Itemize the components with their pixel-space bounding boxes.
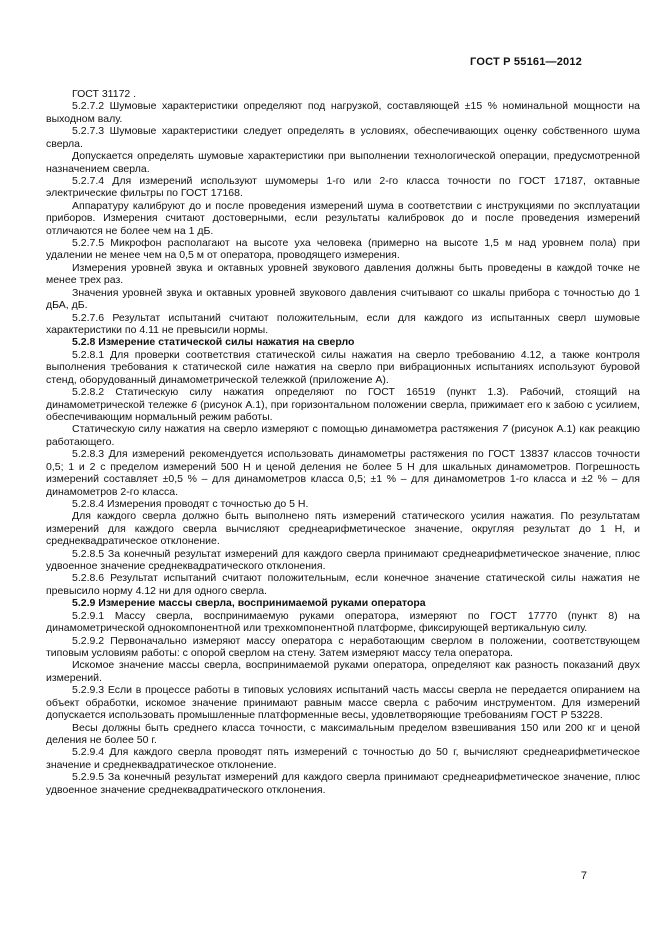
text-run: 5.2.7.4 Для измерений используют шумомеры 1-го или 2-го класса точности по ГОСТ 17187, октавные электрические фильтры по ГОСТ 17168. <box>46 174 640 200</box>
paragraph <box>46 125 640 150</box>
text-run: 5.2.7.2 Шумовые характеристики определяют под нагрузкой, составляющей ±15 % номинальной мощности на выходном валу. <box>46 100 640 125</box>
text-run: 5.2.8.1 Для проверки соответствия статической силы нажатия на сверло требованию 4.12, а также контроля выполнения требования к статической силе нажатия на сверло при вибрационных испытаниях используют буровой стенд, оборудованный динамометрической тележкой (приложение А). <box>46 348 640 386</box>
running-header: ГОСТ Р 55161—2012 <box>470 56 582 68</box>
paragraph <box>46 349 640 386</box>
paragraph <box>46 572 640 597</box>
paragraph <box>46 510 640 547</box>
paragraph <box>46 448 640 498</box>
paragraph <box>46 610 640 635</box>
text-run: ГОСТ 31172 . <box>72 88 137 100</box>
paragraph <box>46 423 640 448</box>
paragraph <box>46 175 640 200</box>
text-run: Для каждого сверла должно быть выполнено пять измерений статического усилия нажатия. По результатам измерений для каждого сверла вычисляют среднеарифметическое значение, округляя результат до 1 Н, и среднеквадратическое отклонение. <box>46 510 640 548</box>
text-run: 6 <box>191 398 197 411</box>
text-run: 5.2.8.3 Для измерений рекомендуется использовать динамометры растяжения по ГОСТ 13837 классов точности 0,5; 1 и 2 с пределом измерений 500 Н и ценой деления не более 5 Н для шкальных динамометров. Погрешность измерений составляет ±0,5 % – для динамометров класса 0,5; ±1 % – для динамометров 1-го класса и ±2 % – для динамометров 2-го класса. <box>46 448 640 498</box>
text-run: 5.2.9.1 Массу сверла, воспринимаемую руками оператора, измеряют по ГОСТ 17770 (пункт 8) на динамометрической однокомпонентной или трехкомпонентной платформе, фиксирующей вертикальную силу. <box>46 609 640 635</box>
paragraph <box>46 88 640 100</box>
section-heading <box>46 336 640 348</box>
text-run: 5.2.8.6 Результат испытаний считают положительным, если конечное значение статической силы нажатия не превысило норму 4.12 ни для одного сверла. <box>46 572 640 597</box>
paragraph <box>46 498 640 510</box>
text-run: Аппаратуру калибруют до и после проведения измерений шума в соответствии с инструкциями по эксплуатации приборов. Измерения считают достоверными, если результаты калибровок до и после проведения измерений отличаются не более чем на 1 дБ. <box>46 199 640 237</box>
paragraph <box>46 684 640 721</box>
text-run: 5.2.8.5 За конечный результат измерений для каждого сверла принимают среднеарифметическое значение, плюс удвоенное значение среднеквадратического отклонения. <box>46 547 640 573</box>
text-run: 5.2.8 Измерение статической силы нажатия на сверло <box>72 336 355 349</box>
text-run: 5.2.8.4 Измерения проводят с точностью до 5 Н. <box>72 497 309 510</box>
text-run: Измерения уровней звука и октавных уровней звукового давления должны быть проведены в каждой точке не менее трех раз. <box>46 261 640 287</box>
text-run: 5.2.9 Измерение массы сверла, воспринимаемой руками оператора <box>72 597 426 610</box>
text-run: Искомое значение массы сверла, воспринимаемой руками оператора, определяют как разность показаний двух измерений. <box>46 659 640 684</box>
page-number: 7 <box>580 870 587 882</box>
paragraph <box>46 722 640 747</box>
paragraph <box>46 150 640 175</box>
text-run: 5.2.9.4 Для каждого сверла проводят пять измерений с точностью до 50 г, вычисляют среднеарифметическое значение и среднеквадратическое отклонение. <box>46 746 640 771</box>
document-body <box>46 88 640 796</box>
paragraph <box>46 287 640 312</box>
text-run: 5.2.9.2 Первоначально измеряют массу оператора с неработающим сверлом в положении, соответствующем типовым условиям работы: с опорой сверлом на стену. Затем измеряют массу тела оператора. <box>46 634 640 659</box>
paragraph <box>46 548 640 573</box>
paragraph <box>46 746 640 771</box>
paragraph <box>46 635 640 660</box>
text-run: 5.2.8.2 Статическую силу нажатия определяют по ГОСТ 16519 (пункт 1.3). Рабочий, стоящий на динамометрической тележке <box>46 386 640 411</box>
paragraph <box>46 100 640 125</box>
paragraph <box>46 200 640 237</box>
text-run: 5.2.7.3 Шумовые характеристики следует определять в условиях, обеспечивающих оценку собственного шума сверла. <box>46 125 640 150</box>
text-run: (рисунок А.1), при горизонтальном положении сверла, прижимает его к забою с усилием, обеспечивающим нормальный режим работы. <box>46 398 640 423</box>
paragraph <box>46 312 640 337</box>
section-heading <box>46 597 640 609</box>
text-run: Статическую силу нажатия на сверло измеряют с помощью динамометра растяжения <box>72 423 502 436</box>
paragraph <box>46 262 640 287</box>
text-run: 5.2.7.6 Результат испытаний считают положительным, если для каждого из испытанных сверл шумовые характеристики по 4.11 не превысили нормы. <box>46 311 640 337</box>
text-run: (рисунок А.1) как реакцию работающего. <box>46 423 641 448</box>
text-run: Допускается определять шумовые характеристики при выполнении технологической операции, предусмотренной назначением сверла. <box>46 150 640 175</box>
text-run: 5.2.9.3 Если в процессе работы в типовых условиях испытаний часть массы сверла не передается опиранием на объект обработки, искомое значение принимают равным массе сверла с рабочим инструментом. Для измерений допускается использовать промышленные платформенные весы, удовлетворяющие требованиям ГОСТ Р 53228. <box>46 684 640 722</box>
text-run: 5.2.7.5 Микрофон располагают на высоте уха человека (примерно на высоте 1,5 м над уровнем пола) при удалении не менее чем на 0,5 м от оператора, проводящего измерения. <box>46 237 640 262</box>
paragraph <box>46 237 640 262</box>
paragraph <box>46 659 640 684</box>
text-run: Весы должны быть среднего класса точности, с максимальным пределом взвешивания 150 или 200 кг и ценой деления не более 50 г. <box>46 721 640 746</box>
paragraph <box>46 771 640 796</box>
text-run: Значения уровней звука и октавных уровней звукового давления считывают со шкалы прибора с точностью до 1 дБА, дБ. <box>46 286 640 312</box>
text-run: 7 <box>501 423 508 436</box>
text-run: 5.2.9.5 За конечный результат измерений для каждого сверла принимают среднеарифметическое значение, плюс удвоенное значение среднеквадратического отклонения. <box>46 771 640 796</box>
paragraph <box>46 386 640 423</box>
